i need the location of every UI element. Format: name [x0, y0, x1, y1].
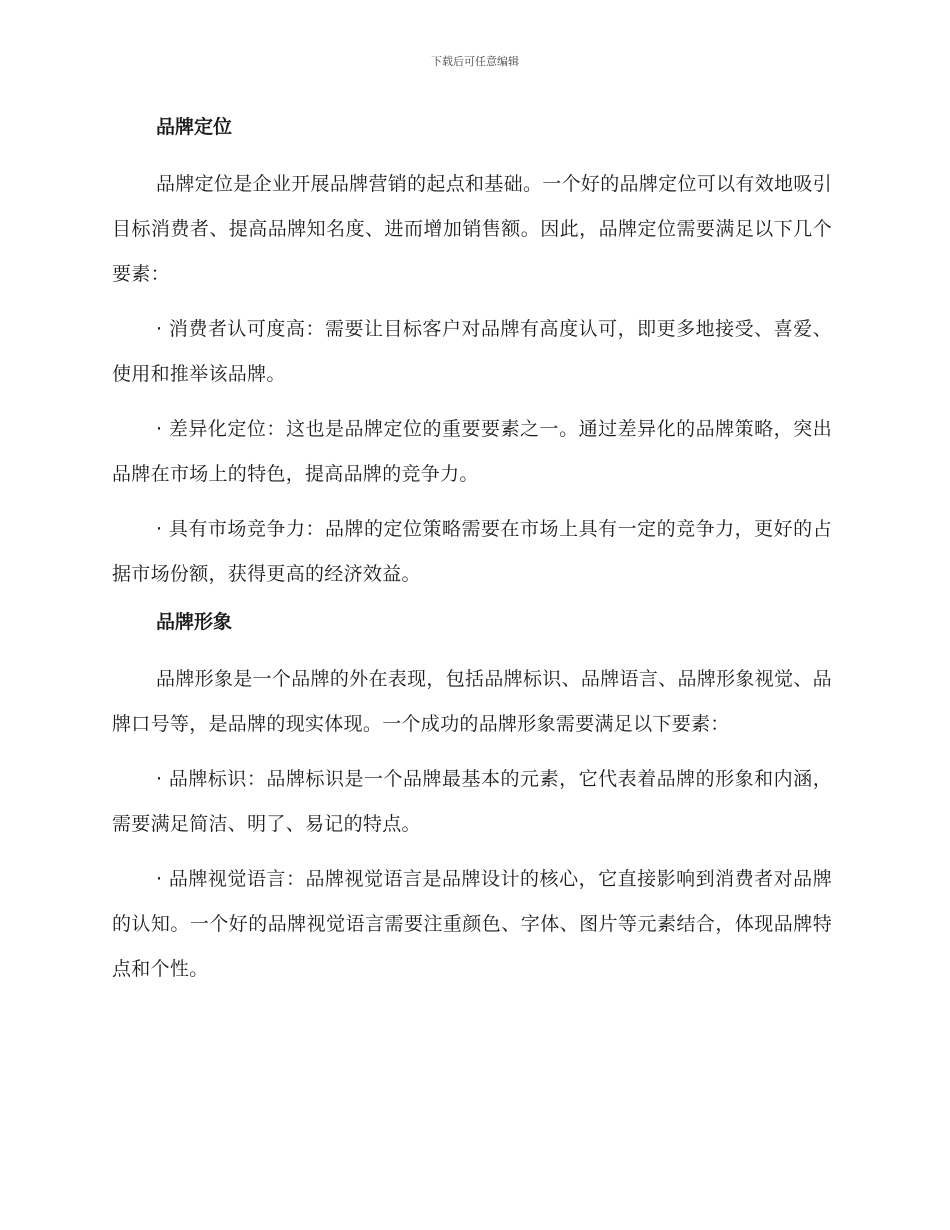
bullet-paragraph: · 具有市场竞争力：品牌的定位策略需要在市场上具有一定的竞争力，更好的占据市场份额，获得更高的经济效益。 — [112, 518, 832, 585]
section-brand-positioning — [112, 112, 832, 597]
bullet-paragraph: · 差异化定位：这也是品牌定位的重要要素之一。通过差异化的品牌策略，突出品牌在市场上的特色，提高品牌的竞争力。 — [112, 418, 832, 485]
bullet-paragraph: · 消费者认可度高：需要让目标客户对品牌有高度认可，即更多地接受、喜爱、使用和推举该品牌。 — [112, 318, 832, 385]
bullet-paragraph: · 品牌视觉语言：品牌视觉语言是品牌设计的核心，它直接影响到消费者对品牌的认知。一个好的品牌视觉语言需要注重颜色、字体、图片等元素结合，体现品牌特点和个性。 — [112, 868, 832, 980]
header-note: 下载后可任意编辑 — [431, 55, 519, 68]
section-heading: 品牌形象 — [156, 611, 233, 633]
paragraph: 品牌定位是企业开展品牌营销的起点和基础。一个好的品牌定位可以有效地吸引目标消费者、提高品牌知名度、进而增加销售额。因此，品牌定位需要满足以下几个要素： — [112, 173, 832, 285]
paragraph: 品牌形象是一个品牌的外在表现，包括品牌标识、品牌语言、品牌形象视觉、品牌口号等，是品牌的现实体现。一个成功的品牌形象需要满足以下要素： — [112, 668, 832, 735]
section-heading: 品牌定位 — [156, 116, 233, 138]
bullet-paragraph: · 品牌标识：品牌标识是一个品牌最基本的元素，它代表着品牌的形象和内涵，需要满足简洁、明了、易记的特点。 — [112, 768, 832, 835]
section-brand-image — [112, 607, 832, 992]
document-body — [112, 112, 832, 1002]
